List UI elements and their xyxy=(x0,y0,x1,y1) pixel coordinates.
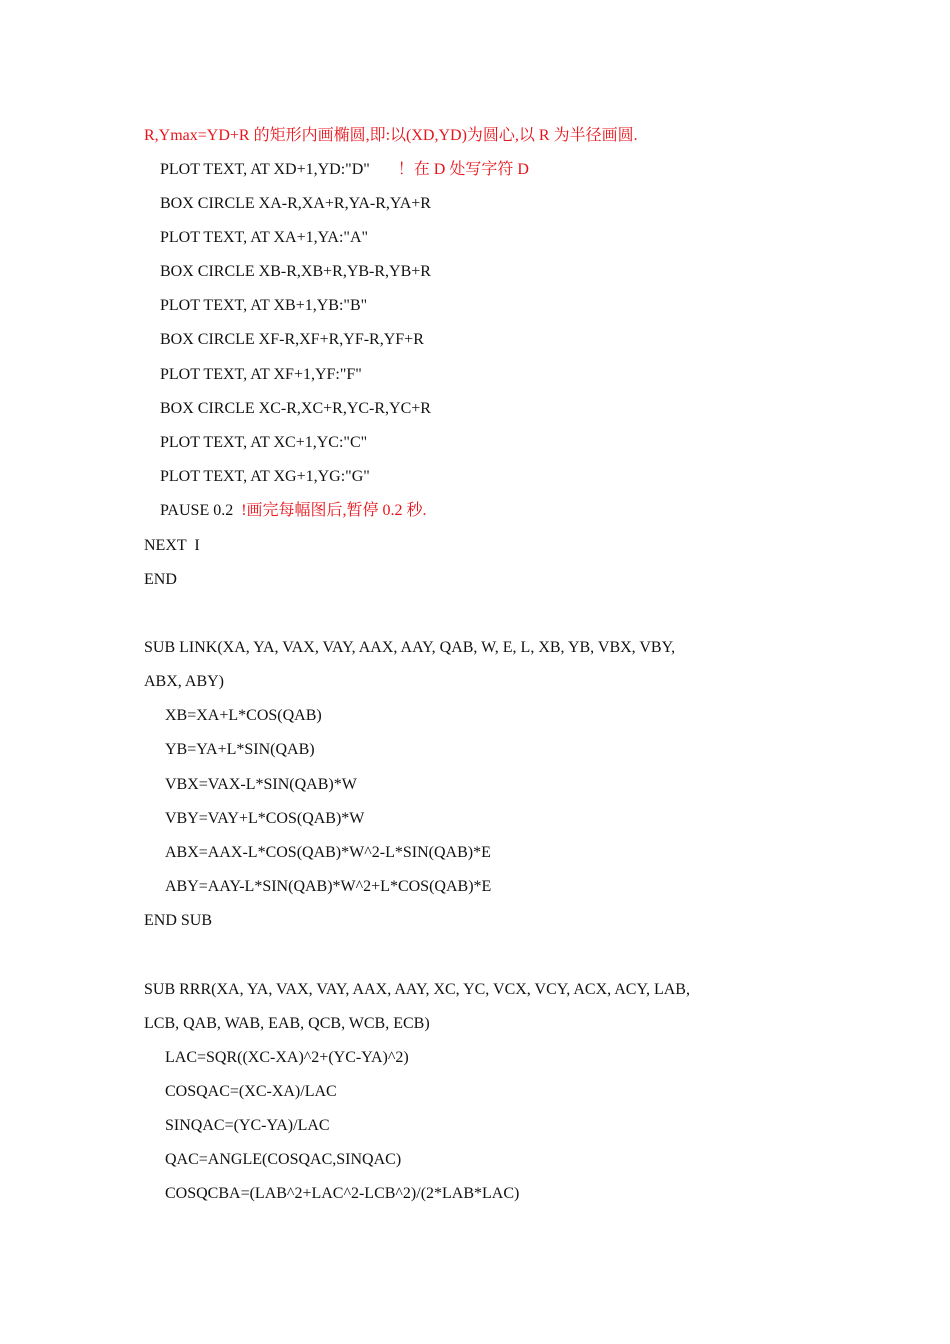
code-line: VBX=VAX-L*SIN(QAB)*W xyxy=(165,776,357,793)
code-line: YB=YA+L*SIN(QAB) xyxy=(165,741,315,758)
code-line: NEXT I xyxy=(144,537,200,554)
code-line: END xyxy=(144,571,177,588)
code-line: PAUSE 0.2 !画完每幅图后,暂停 0.2 秒. xyxy=(160,502,427,519)
code-line: ABX=AAX-L*COS(QAB)*W^2-L*SIN(QAB)*E xyxy=(165,844,491,861)
code-line: PLOT TEXT, AT XB+1,YB:"B" xyxy=(160,297,368,314)
code-line: XB=XA+L*COS(QAB) xyxy=(165,707,322,724)
code-line: BOX CIRCLE XB-R,XB+R,YB-R,YB+R xyxy=(160,263,431,280)
comment: R,Ymax=YD+R 的矩形内画椭圆,即:以(XD,YD)为圆心,以 R 为半径画圆. xyxy=(144,127,638,144)
code-line: ABX, ABY) xyxy=(144,673,225,690)
code-line: SINQAC=(YC-YA)/LAC xyxy=(165,1117,330,1134)
code-line: PLOT TEXT, AT XC+1,YC:"C" xyxy=(160,434,368,451)
code-line: BOX CIRCLE XA-R,XA+R,YA-R,YA+R xyxy=(160,195,431,212)
code-line: SUB RRR(XA, YA, VAX, VAY, AAX, AAY, XC, YC, VCX, VCY, ACX, ACY, LAB, xyxy=(144,981,690,998)
code-line: LCB, QAB, WAB, EAB, QCB, WCB, ECB) xyxy=(144,1015,430,1032)
code-line: PLOT TEXT, AT XG+1,YG:"G" xyxy=(160,468,370,485)
comment: !画完每幅图后,暂停 0.2 秒. xyxy=(241,502,427,519)
code-line: VBY=VAY+L*COS(QAB)*W xyxy=(165,810,365,827)
code-line: PLOT TEXT, AT XD+1,YD:"D" ！在 D 处写字符 D xyxy=(160,161,529,178)
code-line: COSQCBA=(LAB^2+LAC^2-LCB^2)/(2*LAB*LAC) xyxy=(165,1185,520,1202)
code-line: LAC=SQR((XC-XA)^2+(YC-YA)^2) xyxy=(165,1049,409,1066)
code-line: PLOT TEXT, AT XF+1,YF:"F" xyxy=(160,366,362,383)
code-line: BOX CIRCLE XF-R,XF+R,YF-R,YF+R xyxy=(160,331,424,348)
comment: ！在 D 处写字符 D xyxy=(397,161,529,178)
code-line: BOX CIRCLE XC-R,XC+R,YC-R,YC+R xyxy=(160,400,431,417)
code-line: SUB LINK(XA, YA, VAX, VAY, AAX, AAY, QAB, W, E, L, XB, YB, VBX, VBY, xyxy=(144,639,676,656)
code-line: ABY=AAY-L*SIN(QAB)*W^2+L*COS(QAB)*E xyxy=(165,878,492,895)
code-line xyxy=(144,126,638,146)
code-line: COSQAC=(XC-XA)/LAC xyxy=(165,1083,337,1100)
code-line: END SUB xyxy=(144,912,213,929)
code-line: QAC=ANGLE(COSQAC,SINQAC) xyxy=(165,1151,402,1168)
code-line: PLOT TEXT, AT XA+1,YA:"A" xyxy=(160,229,369,246)
